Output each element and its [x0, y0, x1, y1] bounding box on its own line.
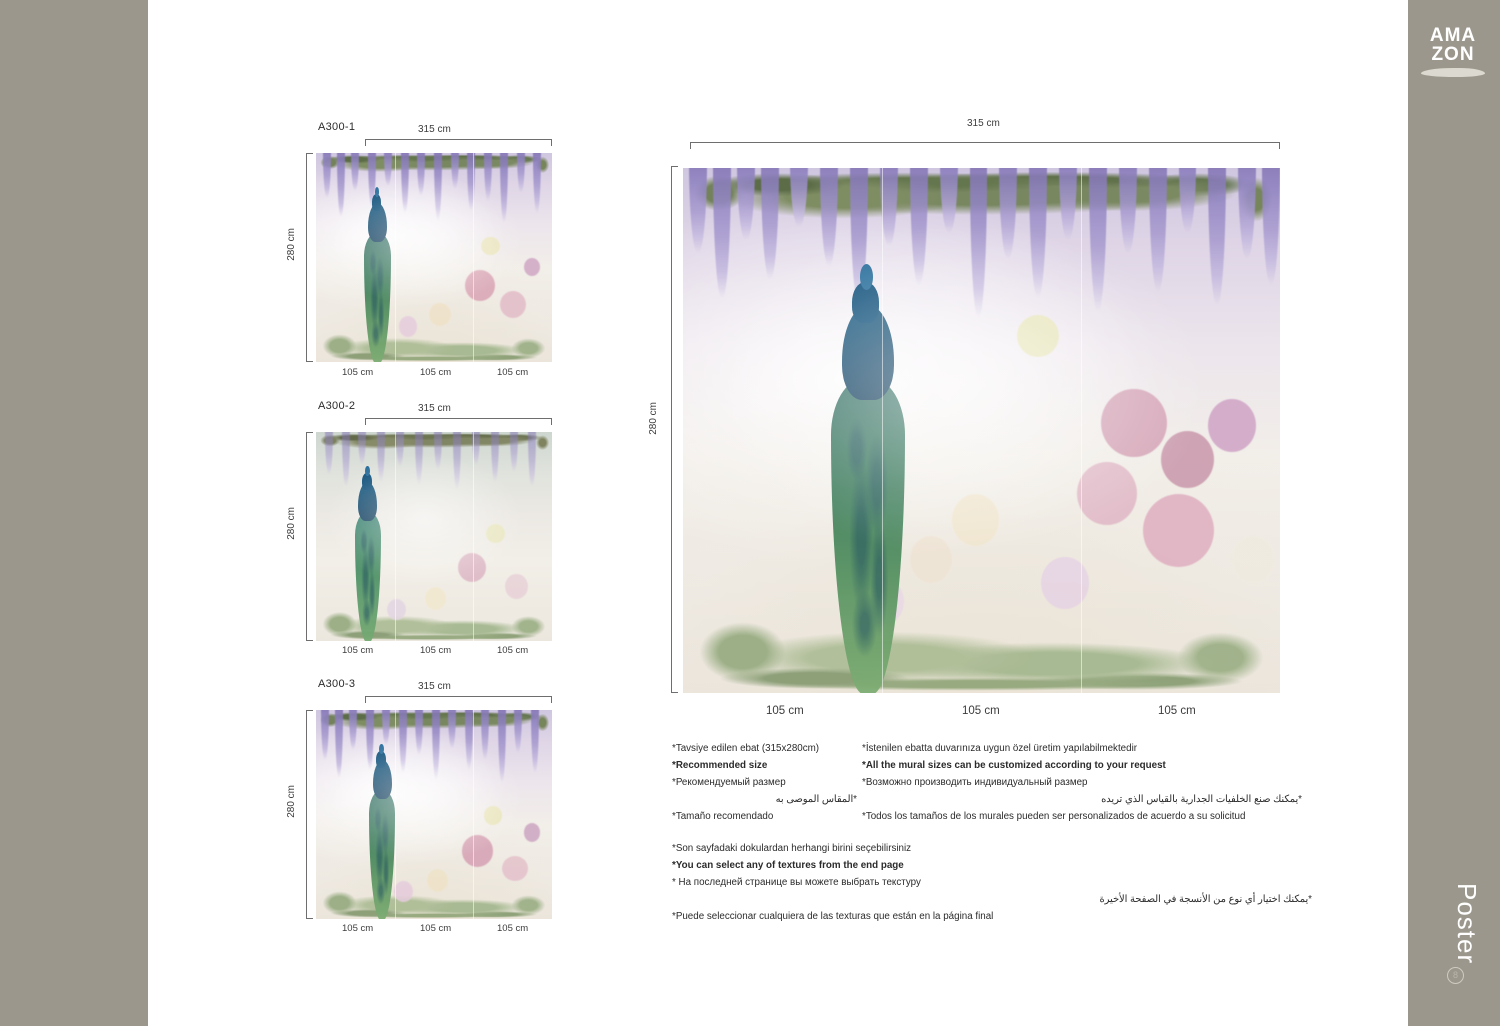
note-left-2: *Recommended size	[672, 760, 768, 771]
variant-2-panel-3-label: 105 cm	[497, 645, 529, 656]
note-bottom-3: * На последней странице вы можете выбрать текстуру	[672, 877, 921, 888]
main-height-label: 280 cm	[648, 398, 659, 439]
variant-3-height-dimline	[306, 710, 307, 919]
note-bottom-1: *Son sayfadaki dokulardan herhangi birini seçebilirsiniz	[672, 843, 912, 854]
section-label-poster: Poster	[1452, 882, 1482, 964]
brand-line-2: ZON	[1431, 44, 1475, 65]
notes-right-column	[862, 740, 1302, 825]
note-right-3: *Возможно производить индивидуальный размер	[862, 777, 1088, 788]
variant-3-height-label: 280 cm	[286, 781, 297, 822]
variant-3-panel-1-label: 105 cm	[342, 923, 374, 934]
note-right-1: *İstenilen ebatta duvarınıza uygun özel üretim yapılabilmektedir	[862, 743, 1138, 754]
variant-2-panel-2-label: 105 cm	[420, 645, 452, 656]
variant-1-width-dimline	[365, 139, 552, 140]
variant-2-panel-1-label: 105 cm	[342, 645, 374, 656]
variant-1-blooms	[316, 153, 552, 362]
variant-sku-1: A300-1	[318, 121, 356, 133]
variant-2-height-dimline	[306, 432, 307, 641]
note-bottom-4: *يمكنك اختيار أي نوع من الأنسجة في الصفحة الأخيرة	[1099, 894, 1312, 905]
variant-2-width-label: 315 cm	[414, 403, 455, 414]
note-right-5: *Todos los tamaños de los murales pueden ser personalizados de acuerdo a su solicitud	[862, 811, 1246, 822]
variant-sku-3: A300-3	[318, 678, 356, 690]
variant-3-width-label: 315 cm	[414, 681, 455, 692]
variant-2-width-dimline	[365, 418, 552, 419]
brand-brush-icon	[1421, 68, 1485, 77]
note-right-2: *All the mural sizes can be customized according to your request	[862, 760, 1166, 771]
note-left-1: *Tavsiye edilen ebat (315x280cm)	[672, 743, 820, 754]
variant-1-height-dimline	[306, 153, 307, 362]
page-frame-left	[0, 0, 148, 1026]
note-right-4: *يمكنك صنع الخلفيات الجدارية بالقياس الذي تريده	[1101, 794, 1302, 805]
main-panel-3-label: 105 cm	[1158, 705, 1196, 717]
main-width-label: 315 cm	[963, 118, 1004, 129]
note-left-3: *Рекомендуемый размер	[672, 777, 786, 788]
notes-left-column	[672, 740, 857, 825]
variant-1-panel-1-label: 105 cm	[342, 367, 374, 378]
notes-bottom-block	[672, 840, 1312, 925]
variant-2-height-label: 280 cm	[286, 503, 297, 544]
note-bottom-2: *You can select any of textures from the end page	[672, 860, 904, 871]
main-panel-1-label: 105 cm	[766, 705, 804, 717]
variant-1-panel-2-label: 105 cm	[420, 367, 452, 378]
main-width-dimline	[690, 142, 1280, 143]
page-number-badge: 8	[1447, 967, 1464, 984]
note-left-4: *المقاس الموصى به	[775, 794, 857, 805]
variant-1-panel-3-label: 105 cm	[497, 367, 529, 378]
note-bottom-5: *Puede seleccionar cualquiera de las texturas que están en la página final	[672, 911, 994, 922]
main-panel-2-label: 105 cm	[962, 705, 1000, 717]
page-frame-right	[1408, 0, 1500, 1026]
variant-1-mural-image[interactable]	[316, 153, 552, 362]
variant-3-panel-2-label: 105 cm	[420, 923, 452, 934]
variant-3-mural-image[interactable]	[316, 710, 552, 919]
brand-logo	[1414, 26, 1492, 77]
note-left-5: *Tamaño recomendado	[672, 811, 774, 822]
main-mural-image[interactable]	[683, 168, 1280, 693]
variant-sku-2: A300-2	[318, 400, 356, 412]
variant-2-mural-image[interactable]	[316, 432, 552, 641]
brand-line-1: AMA	[1429, 25, 1477, 46]
variant-1-width-label: 315 cm	[414, 124, 455, 135]
variant-1-height-label: 280 cm	[286, 224, 297, 265]
variant-3-panel-3-label: 105 cm	[497, 923, 529, 934]
main-blooms	[683, 168, 1280, 693]
variant-3-width-dimline	[365, 696, 552, 697]
main-height-dimline	[671, 166, 672, 693]
